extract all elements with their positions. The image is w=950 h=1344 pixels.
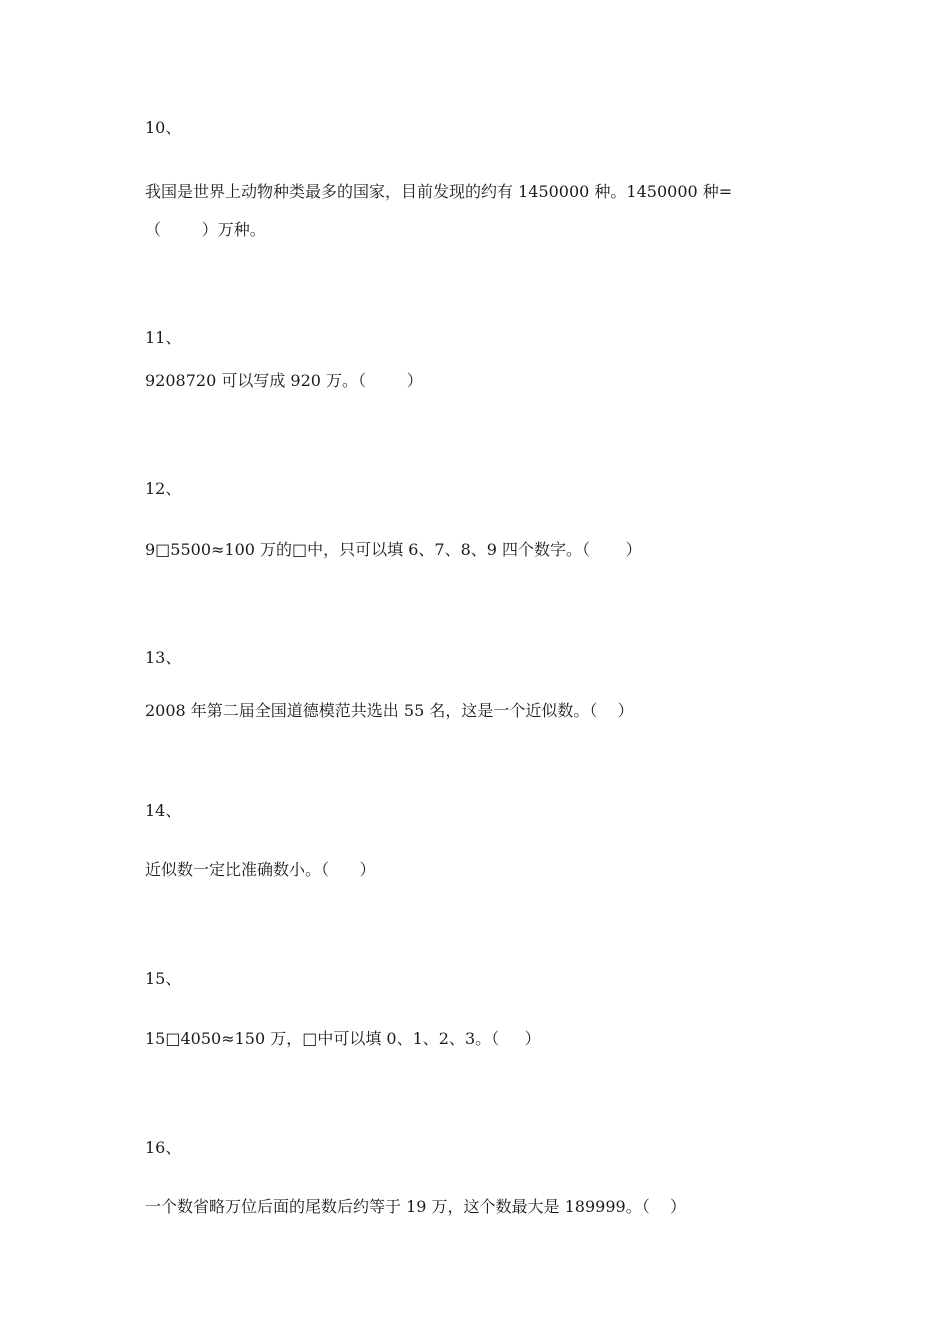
question-10-number: 10、 [145, 118, 182, 137]
question-15-number: 15、 [145, 969, 182, 988]
question-13-text: 2008 年第二届全国道德模范共选出 55 名，这是一个近似数。（ ） [145, 701, 634, 720]
question-11-text: 9208720 可以写成 920 万。（ ） [145, 371, 423, 390]
question-14-number: 14、 [145, 801, 182, 820]
question-11-number: 11、 [145, 328, 182, 347]
question-16-number: 16、 [145, 1138, 182, 1157]
question-16-text: 一个数省略万位后面的尾数后约等于 19 万，这个数最大是 189999。（ ） [145, 1197, 687, 1216]
question-10-text-line-1: 我国是世界上动物种类最多的国家，目前发现的约有 1450000 种。1450000 种= [145, 182, 733, 201]
question-10-text-line-2: （ ）万种。 [145, 220, 266, 239]
question-14-text: 近似数一定比准确数小。（ ） [145, 860, 376, 879]
question-12-text: 9□5500≈100 万的□中，只可以填 6、7、8、9 四个数字。（ ） [145, 540, 642, 559]
question-13-number: 13、 [145, 648, 182, 667]
question-12-number: 12、 [145, 479, 182, 498]
question-15-text: 15□4050≈150 万，□中可以填 0、1、2、3。（ ） [145, 1029, 541, 1048]
